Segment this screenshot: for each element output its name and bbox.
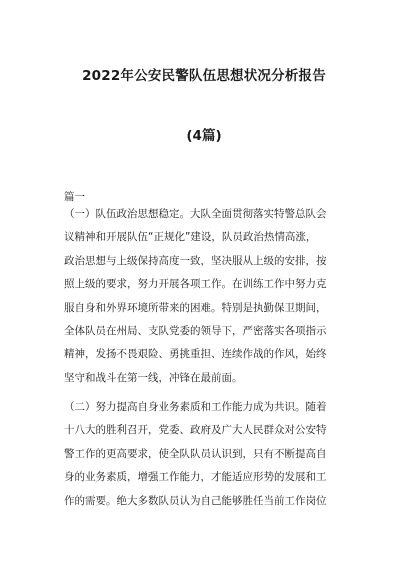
- paragraph-line: 议精神和开展队伍“正规化”建设，队员政治热情高涨，: [64, 231, 317, 244]
- paragraph-line: 坚守和战斗在第一线，冲锋在最前面。: [64, 371, 243, 384]
- paragraph-line: 服自身和外界环境所带来的困难。特别是执勤保卫期间，: [64, 301, 327, 314]
- paragraph-line: 作的需要。绝大多数队员认为自己能够胜任当前工作岗位: [64, 494, 327, 507]
- paragraph-line: 警工作的更高要求，使全队队员认识到，只有不断提高自: [64, 447, 327, 460]
- paragraph-line: 照上级的要求，努力开展各项工作。在训练工作中努力克: [64, 278, 327, 291]
- paragraph-line: （二）努力提高自身业务素质和工作能力成为共识。随着: [64, 401, 327, 413]
- paragraph-line: 精神，发扬不畏艰险、勇挑重担、连续作战的作风，始终: [64, 348, 327, 361]
- paragraph-line: 十八大的胜利召开，党委、政府及广大人民群众对公安特: [64, 424, 327, 437]
- paragraph-line: （一）队伍政治思想稳定。大队全面贯彻落实特警总队会: [64, 208, 327, 220]
- paragraph-1: [64, 203, 354, 390]
- document-subtitle: (4篇): [186, 128, 222, 144]
- section-label: 篇一: [64, 191, 85, 203]
- document-title: 2022年公安民警队伍思想状况分析报告: [82, 68, 326, 84]
- paragraph-line: 政治思想与上级保持高度一致，坚决服从上级的安排，按: [64, 254, 327, 267]
- paragraph-2: [64, 396, 354, 513]
- paragraph-line: 身的业务素质，增强工作能力，才能适应形势的发展和工: [64, 471, 327, 484]
- paragraph-line: 全体队员在州局、支队党委的领导下，严密落实各项指示: [64, 325, 327, 338]
